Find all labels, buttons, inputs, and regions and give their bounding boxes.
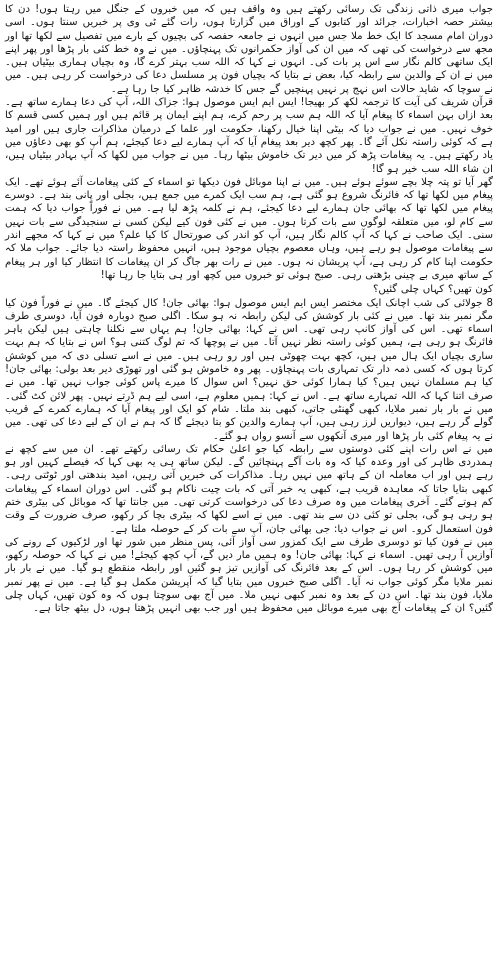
article-paragraph-6: میں نے فون کیا تو دوسری طرف سے ایک کمزور سی آواز آئی، پس منظر میں شور تھا اور لڑکیوں کے رونے کی آوازیں آ رہی تھیں۔ اسماء نے کہا: بھائی جان! وہ ہمیں مار دیں گے، آپ کچھ کیجئے! میں نے کہا کہ حوصلہ رکھو، میں کوشش کر رہا ہوں۔ اس کے بعد فائرنگ کی آوازیں تیز ہو گئیں اور رابطہ منقطع ہو گیا۔ میں نے بار بار نمبر ملایا مگر کوئی جواب نہ آیا۔ اگلی صبح خبروں میں بتایا گیا کہ آپریشن مکمل ہو گیا ہے۔ میں نے پھر نمبر ملایا، فون بند تھا۔ اس دن کے بعد وہ نمبر کبھی نہیں ملا۔ میں آج بھی سوچتا ہوں کہ وہ کون تھیں، کہاں چلی گئیں؟ ان کے پیغامات آج بھی میرے موبائل میں محفوظ ہیں اور جب بھی انہیں پڑھتا ہوں، دل بیٹھ جاتا ہے۔ bbox=[5, 536, 493, 615]
article-paragraph-5: میں نے اس رات اپنے کئی دوستوں سے رابطہ کیا جو اعلیٰ حکام تک رسائی رکھتے تھے۔ ان میں سے کچھ نے ہمدردی ظاہر کی اور وعدہ کیا کہ وہ بات آگے پہنچائیں گے۔ لیکن ساتھ ہی یہ بھی کہا کہ فیصلے کہیں اور ہو رہے ہیں اور اب معاملہ ان کے ہاتھ میں نہیں رہا۔ مذاکرات کی خبریں آتی رہیں، امید بندھتی اور ٹوٹتی رہی۔ کبھی بتایا جاتا کہ معاہدہ قریب ہے، کبھی یہ خبر آتی کہ بات چیت ناکام ہو گئی۔ اس دوران اسماء کے پیغامات کم ہوتے گئے۔ آخری پیغامات میں وہ صرف دعا کی درخواست کرتی تھی۔ میں جانتا تھا کہ موبائل کی بیٹری ختم ہو رہی ہو گی، بجلی تو کئی دن سے بند تھی۔ میں نے اسے لکھا کہ بیٹری بچا کر رکھو، صرف ضرورت کے وقت فون استعمال کرو۔ اس نے جواب دیا: جی بھائی جان، آپ سے بات کر کے حوصلہ ملتا ہے۔ bbox=[5, 443, 493, 535]
article-paragraph-4: 8 جولائی کی شب اچانک ایک مختصر ایس ایم ایس موصول ہوا: بھائی جان! کال کیجئے گا۔ میں نے فوراً فون کیا مگر نمبر بند تھا۔ میں نے کئی بار کوشش کی لیکن رابطہ نہ ہو سکا۔ اگلی صبح دوبارہ فون آیا، دوسری طرف اسماء تھی۔ اس کی آواز کانپ رہی تھی۔ اس نے کہا: بھائی جان! ہم یہاں سے نکلنا چاہتی ہیں لیکن باہر فائرنگ ہو رہی ہے، ہمیں کوئی راستہ نظر نہیں آتا۔ میں نے پوچھا کہ تم لوگ کتنی ہو؟ اس نے بتایا کہ ہم بہت ساری بچیاں ایک ہال میں ہیں، کچھ بہت چھوٹی ہیں اور رو رہی ہیں۔ میں نے اسے تسلی دی کہ میں کوشش کرتا ہوں کہ کسی ذمہ دار تک تمہاری بات پہنچاؤں۔ پھر وہ خاموش ہو گئی اور تھوڑی دیر بعد بولی: بھائی جان! کیا ہم مسلمان نہیں ہیں؟ کیا ہمارا کوئی حق نہیں؟ اس سوال کا میرے پاس کوئی جواب نہیں تھا۔ میں نے صرف اتنا کہا کہ اللہ تمہارے ساتھ ہے۔ اس نے کہا: ہمیں معلوم ہے، اسی لیے ہم ڈرتے نہیں۔ پھر لائن کٹ گئی۔ میں نے بار بار نمبر ملایا، کبھی گھنٹی جاتی، کبھی بند ملتا۔ شام کو ایک اور پیغام آیا کہ ہمارے کمرے کے قریب گولے گر رہے ہیں، دیواریں لرز رہی ہیں، آپ ہمارے والدین کو بتا دیجئے گا کہ ہم نے ان کے لیے دعا کی تھی۔ میں نے یہ پیغام کئی بار پڑھا اور میری آنکھوں سے آنسو رواں ہو گئے۔ bbox=[5, 297, 493, 442]
article-question-line: کون تھیں؟ کہاں چلی گئیں؟ bbox=[372, 284, 493, 296]
article-paragraph-1: جواب میری ذاتی زندگی تک رسائی رکھتے ہیں وہ واقف ہیں کہ میں خبروں کے جنگل میں رہتا ہوں! دن کا بیشتر حصہ اخبارات، جرائد اور کتابوں کے اوراق میں گزارتا ہوں، رات گئے ٹی وی پر خبریں سنتا ہوں۔ اسی دوران امام مسجد کا ایک خط ملا جس میں انہوں نے جامعہ حفصہ کی بچیوں کے بارے میں تفصیل سے لکھا تھا اور مجھ سے درخواست کی تھی کہ میں ان کی آواز حکمرانوں تک پہنچاؤں۔ میں نے وہ خط کئی بار پڑھا اور پھر اپنے ایک ساتھی کالم نگار سے اس پر بات کی۔ انہوں نے کہا کہ اللہ سب بہتر کرے گا، وہ بچیاں ہماری بیٹیاں ہیں۔ میں نے ان کے والدین سے رابطہ کیا، بعض نے بتایا کہ بچیاں فون پر مسلسل دعا کی درخواست کر رہی ہیں۔ میں نے سوچا کہ شاید حالات اس نہج پر نہیں پہنچیں گے جس کا خدشہ ظاہر کیا جا رہا ہے۔ bbox=[5, 4, 493, 95]
article-paragraph-2: قرآن شریف کی آیت کا ترجمہ لکھ کر بھیجا! ایس ایم ایس موصول ہوا: جزاک اللہ، آپ کی دعا ہمارے ساتھ ہے۔ بعد ازاں بہن اسماء کا پیغام آیا کہ اللہ ہم سب پر رحم کرے، ہم اپنے ایمان پر قائم ہیں اور ہمیں کسی قسم کا خوف نہیں۔ میں نے جواب دیا کہ بیٹی اپنا خیال رکھنا، حکومت اور علما کے درمیان مذاکرات جاری ہیں اور امید ہے کہ کوئی راستہ نکل آئے گا۔ پھر کچھ دیر بعد پیغام آیا کہ آپ ہمارے لیے دعا کیجئے، ہم آپ کو بھی دعاؤں میں یاد رکھتے ہیں۔ یہ پیغامات پڑھ کر میں دیر تک خاموش بیٹھا رہا۔ میں نے جواب میں لکھا کہ آپ بہادر بیٹیاں ہیں، ان شاء اللہ سب خیر ہو گا! bbox=[5, 97, 493, 175]
article-paragraph-3: گھر آیا تو پتہ چلا بچے سوئے ہوئے ہیں۔ میں نے اپنا موبائل فون دیکھا تو اسماء کے کئی پیغامات آئے ہوئے تھے۔ ایک پیغام میں لکھا تھا کہ فائرنگ شروع ہو گئی ہے، ہم سب ایک کمرے میں جمع ہیں، بجلی اور پانی بند ہے۔ دوسرے پیغام میں لکھا تھا کہ بھائی جان ہمارے لیے دعا کیجئے، ہم نے کلمہ پڑھ لیا ہے۔ میں نے فوراً جواب دیا کہ ہمت سے کام لو، میں متعلقہ لوگوں سے بات کرتا ہوں۔ میں نے کئی فون کیے لیکن کسی نے سنجیدگی سے بات نہیں سنی۔ ایک صاحب نے کہا کہ آپ کالم نگار ہیں، آپ کو اندر کی صورتحال کا کیا علم؟ میں نے کہا کہ مجھے اندر سے پیغامات موصول ہو رہے ہیں، وہاں معصوم بچیاں موجود ہیں، انہیں محفوظ راستہ دیا جائے۔ جواب ملا کہ حکومت اپنا کام کر رہی ہے، آپ پریشان نہ ہوں۔ میں نے رات بھر جاگ کر ان پیغامات کا انتظار کیا اور ہر پیغام کے ساتھ میری بے چینی بڑھتی رہی۔ صبح ہوئی تو خبروں میں کچھ اور ہی بتایا جا رہا تھا! bbox=[5, 176, 493, 281]
